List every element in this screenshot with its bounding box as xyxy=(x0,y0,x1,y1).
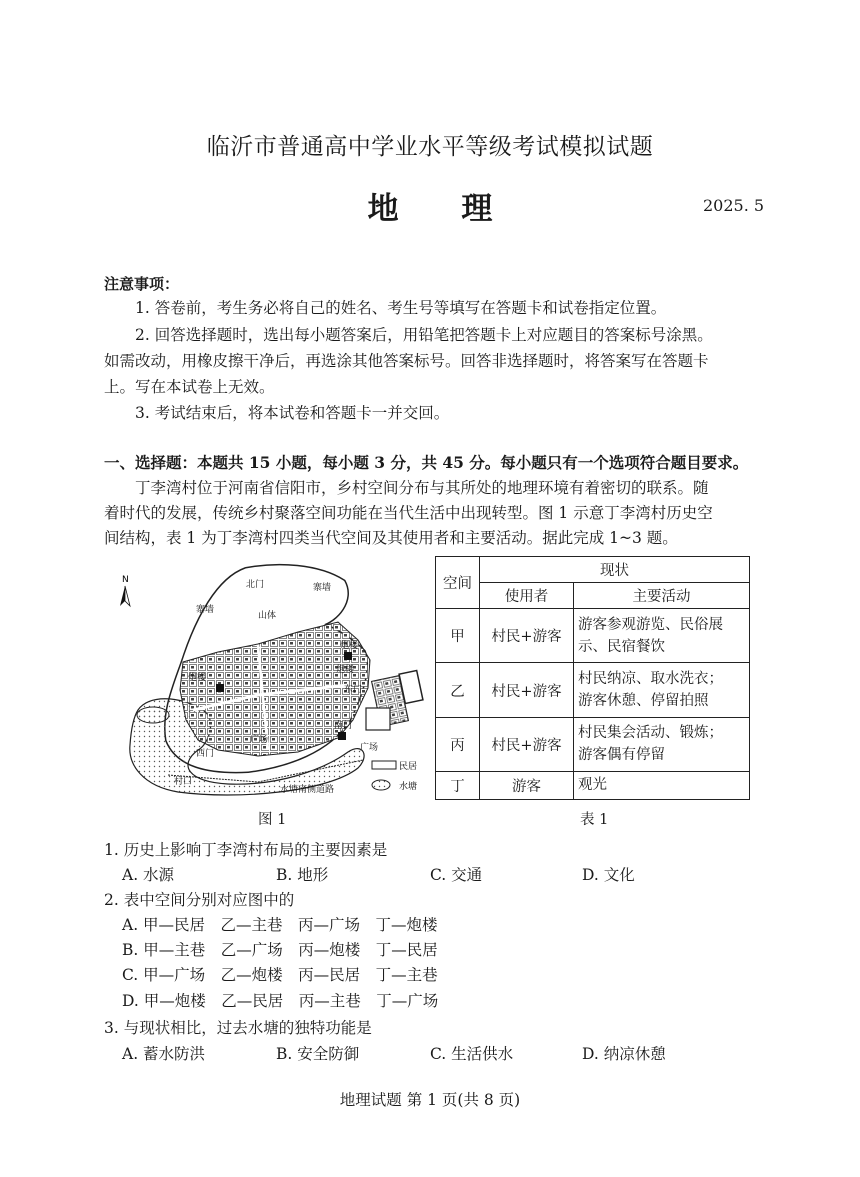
legend-pond-label: 水塘 xyxy=(399,782,418,792)
map-label-gun-tower-2: 炮楼 xyxy=(340,641,359,651)
table-cell-user: 村民+游客 xyxy=(480,717,574,771)
legend-pond-swatch xyxy=(372,780,390,790)
table-cell-space: 甲 xyxy=(436,609,480,663)
table-header-space: 空间 xyxy=(436,557,480,609)
notice-heading: 注意事项： xyxy=(104,275,180,293)
question-1-option-d: D. 文化 xyxy=(582,866,635,884)
north-arrow-icon xyxy=(120,586,130,606)
figure-caption: 图 1 xyxy=(258,812,287,828)
question-1-option-a: A. 水源 xyxy=(122,866,175,884)
table-cell-space: 乙 xyxy=(436,663,480,717)
table-row xyxy=(436,663,750,717)
intro-line-3: 间结构，表 1 为丁李湾村四类当代空间及其使用者和主要活动。据此完成 1~3 题。 xyxy=(104,529,678,547)
gun-tower-3 xyxy=(338,732,346,740)
map-label-gun-tower-1: 炮楼 xyxy=(188,673,207,683)
intro-line-2: 着时代的发展，传统乡村聚落空间功能在当代生活中出现转型。图 1 示意丁李湾村历史空 xyxy=(104,504,713,522)
table-caption: 表 1 xyxy=(580,812,609,828)
map-label-square-1: 广场 xyxy=(250,735,269,745)
table-header-activity: 主要活动 xyxy=(574,583,750,609)
question-3-stem: 3. 与现状相比，过去水塘的独特功能是 xyxy=(104,1019,372,1037)
question-2-option-d: D. 甲—炮楼 乙—民居 丙—主巷 丁—广场 xyxy=(122,992,439,1010)
notice-item-1: 1. 答卷前，考生务必将自己的姓名、考生号等填写在答题卡和试卷指定位置。 xyxy=(135,299,667,317)
page-footer: 地理试题 第 1 页(共 8 页) xyxy=(339,1091,521,1109)
question-3-option-d: D. 纳凉休憩 xyxy=(582,1045,666,1063)
table-row xyxy=(436,771,750,799)
table-cell-user: 游客 xyxy=(480,771,574,799)
question-2-option-c: C. 甲—广场 乙—炮楼 丙—民居 丁—主巷 xyxy=(122,966,438,984)
subject-title: 地 理 xyxy=(367,191,519,227)
map-label-east-gate: 东门 xyxy=(344,685,363,695)
gun-tower-1 xyxy=(216,684,224,692)
table-row xyxy=(436,717,750,771)
map-label-west-gate: 西门 xyxy=(196,749,215,759)
table-header-status: 现状 xyxy=(480,557,750,583)
table-cell-activity xyxy=(574,771,750,799)
activity-line-1: 游客参观游览、民俗展 xyxy=(578,616,723,633)
notice-item-2-line-3: 上。写在本试卷上无效。 xyxy=(104,378,275,396)
section-heading: 一、选择题：本题共 15 小题，每小题 3 分，共 45 分。每小题只有一个选项符合题目要求。 xyxy=(104,453,749,472)
map-label-road: 水塘南侧道路 xyxy=(280,785,335,795)
table-cell-user: 村民+游客 xyxy=(480,609,574,663)
table-cell-space: 丁 xyxy=(436,771,480,799)
legend-residence-swatch xyxy=(372,761,396,769)
map-label-village-entrance: 村口 xyxy=(174,777,193,787)
question-3-option-c: C. 生活供水 xyxy=(430,1045,514,1063)
question-2-stem: 2. 表中空间分别对应图中的 xyxy=(104,891,295,909)
table-subheader-row xyxy=(436,583,750,609)
question-2-option-b: B. 甲—主巷 乙—广场 丙—炮楼 丁—民居 xyxy=(122,941,438,959)
activity-line-2: 游客偶有停留 xyxy=(578,747,665,764)
question-3-option-a: A. 蓄水防洪 xyxy=(122,1045,206,1063)
table-cell-user: 村民+游客 xyxy=(480,663,574,717)
activity-line-1: 村民纳凉、取水洗衣； xyxy=(578,671,723,688)
question-1-stem: 1. 历史上影响丁李湾村布局的主要因素是 xyxy=(104,841,388,859)
exam-title: 临沂市普通高中学业水平等级考试模拟试题 xyxy=(206,134,654,160)
table-header-row xyxy=(436,557,750,583)
activity-line-1: 观光 xyxy=(578,777,607,794)
exam-date: 2025. 5 xyxy=(703,196,765,215)
map-label-mountain: 山体 xyxy=(258,611,277,621)
activity-line-2: 游客休憩、停留拍照 xyxy=(578,693,709,710)
table-cell-activity xyxy=(574,609,750,663)
question-2-option-a: A. 甲—民居 乙—主巷 丙—广场 丁—炮楼 xyxy=(122,916,438,934)
notice-item-2-line-2: 如需改动，用橡皮擦干净后，再选涂其他答案标号。回答非选择题时，将答案写在答题卡 xyxy=(104,352,709,370)
map-label-gun-tower-3: 炮楼 xyxy=(336,665,355,675)
notice-item-3: 3. 考试结束后，将本试卷和答题卡一并交回。 xyxy=(135,404,450,422)
village-map xyxy=(108,560,433,805)
table-row xyxy=(436,609,750,663)
map-label-square-2: 广场 xyxy=(360,743,379,753)
map-label-north-gate: 北门 xyxy=(246,580,265,590)
intro-line-1: 丁李湾村位于河南省信阳市，乡村空间分布与其所处的地理环境有着密切的联系。随 xyxy=(135,479,709,497)
map-label-wall-1: 寨墙 xyxy=(313,583,332,593)
table-cell-activity xyxy=(574,663,750,717)
question-1-option-b: B. 地形 xyxy=(276,866,329,884)
map-label-wall-2: 寨墙 xyxy=(196,605,215,615)
notice-item-2-line-1: 2. 回答选择题时，选出每小题答案后，用铅笔把答题卡上对应题目的答案标号涂黑。 xyxy=(135,326,713,344)
map-label-south-gate: 南门 xyxy=(334,721,353,731)
question-3-option-b: B. 安全防御 xyxy=(276,1045,360,1063)
table-header-user: 使用者 xyxy=(480,583,574,609)
table-1 xyxy=(435,556,750,800)
question-1-option-c: C. 交通 xyxy=(430,866,483,884)
activity-line-1: 村民集会活动、锻炼； xyxy=(578,725,723,742)
activity-line-2: 示、民宿餐饮 xyxy=(578,638,665,655)
table-cell-activity xyxy=(574,717,750,771)
gun-tower-2 xyxy=(344,652,352,660)
legend-residence-label: 民居 xyxy=(399,762,418,772)
north-label: N xyxy=(122,575,129,585)
table-cell-space: 丙 xyxy=(436,717,480,771)
